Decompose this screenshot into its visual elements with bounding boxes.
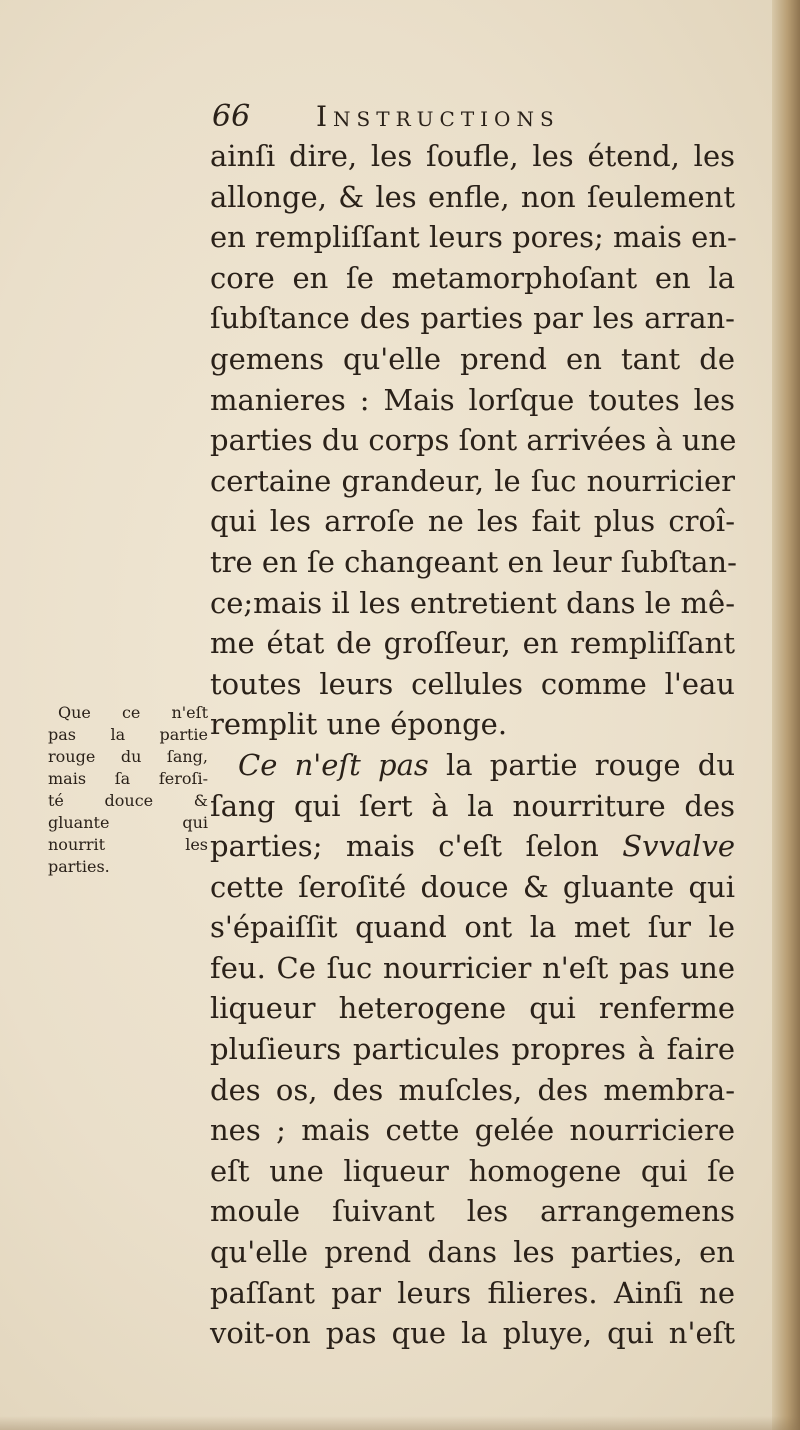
text-line: des os, des muſcles, des membra- <box>210 1072 735 1107</box>
text-line: certaine grandeur, le ſuc nourricier <box>210 463 735 498</box>
text-line: cette ſeroſité douce & gluante qui <box>210 869 735 904</box>
page-edge-shadow <box>772 0 800 1430</box>
text-line: ce;mais il les entretient dans le mê- <box>210 585 735 620</box>
paragraph-lead-line <box>210 745 735 786</box>
margin-note-line: pas la partie <box>48 725 208 744</box>
text-line: eſt une liqueur homogene qui ſe <box>210 1153 735 1188</box>
text-line: ſang qui ſert à la nourriture des <box>210 788 735 823</box>
page-header <box>212 95 732 139</box>
text-line: s'épaiſſit quand ont la met ſur le <box>210 910 735 945</box>
text-line: ainſi dire, les ſoufle, les étend, les <box>210 139 735 173</box>
main-text <box>210 136 735 1354</box>
text-line: voit-on pas que la pluye, qui n'eſt <box>210 1316 735 1351</box>
margin-note <box>48 702 208 878</box>
page-number: 66 <box>212 99 251 134</box>
margin-note-line: té douce & <box>48 791 208 810</box>
margin-note-line: mais ſa feroſi- <box>48 769 208 788</box>
margin-note-line: nourrit les <box>48 835 208 854</box>
running-head: Instructions <box>316 100 560 133</box>
text-line: toutes leurs cellules comme l'eau <box>210 666 735 701</box>
text-line: manieres : Mais lorſque toutes les <box>210 382 735 417</box>
text-line: paſſant par leurs filieres. Ainſi ne <box>210 1275 735 1310</box>
text-line: liqueur heterogene qui renferme <box>210 991 735 1026</box>
line-segment: parties; mais c'eſt ſelon <box>210 829 623 864</box>
author-name-italic: Svvalve <box>622 829 735 864</box>
text-line: qui les arroſe ne les fait plus croî- <box>210 504 735 539</box>
text-line: core en ſe metamorphoſant en la <box>210 260 735 295</box>
text-line: allonge, & les enfle, non ſeulement <box>210 179 735 214</box>
text-line: parties du corps ſont arrivées à une <box>210 423 737 458</box>
margin-note-line: rouge du ſang, <box>48 747 208 766</box>
text-line: feu. Ce ſuc nourricier n'eſt pas une <box>210 950 735 985</box>
text-line: en rempliſſant leurs pores; mais en- <box>210 220 737 255</box>
text-line: moule ſuivant les arrangemens <box>210 1194 735 1229</box>
margin-note-line: gluante qui <box>48 813 208 832</box>
text-line: remplit une éponge. <box>210 707 508 742</box>
margin-note-line: Que ce n'eſt <box>58 703 208 722</box>
text-line <box>210 826 735 867</box>
text-line: qu'elle prend dans les parties, en <box>210 1235 735 1270</box>
text-line: pluſieurs particules propres à faire <box>210 1032 735 1067</box>
text-line: tre en ſe changeant en leur ſubſtan- <box>210 544 737 579</box>
margin-note-line: parties. <box>48 857 110 876</box>
italic-lead: Ce n'eſt pas <box>238 747 429 782</box>
text-line: ſubſtance des parties par les arran- <box>210 301 735 336</box>
text-line: gemens qu'elle prend en tant de <box>210 341 735 376</box>
text-line: nes ; mais cette gelée nourriciere <box>210 1113 735 1148</box>
lead-rest: la partie rouge du <box>428 747 735 782</box>
text-line: me état de groſſeur, en rempliſſant <box>210 626 735 661</box>
page-bottom-shadow <box>0 1416 800 1430</box>
